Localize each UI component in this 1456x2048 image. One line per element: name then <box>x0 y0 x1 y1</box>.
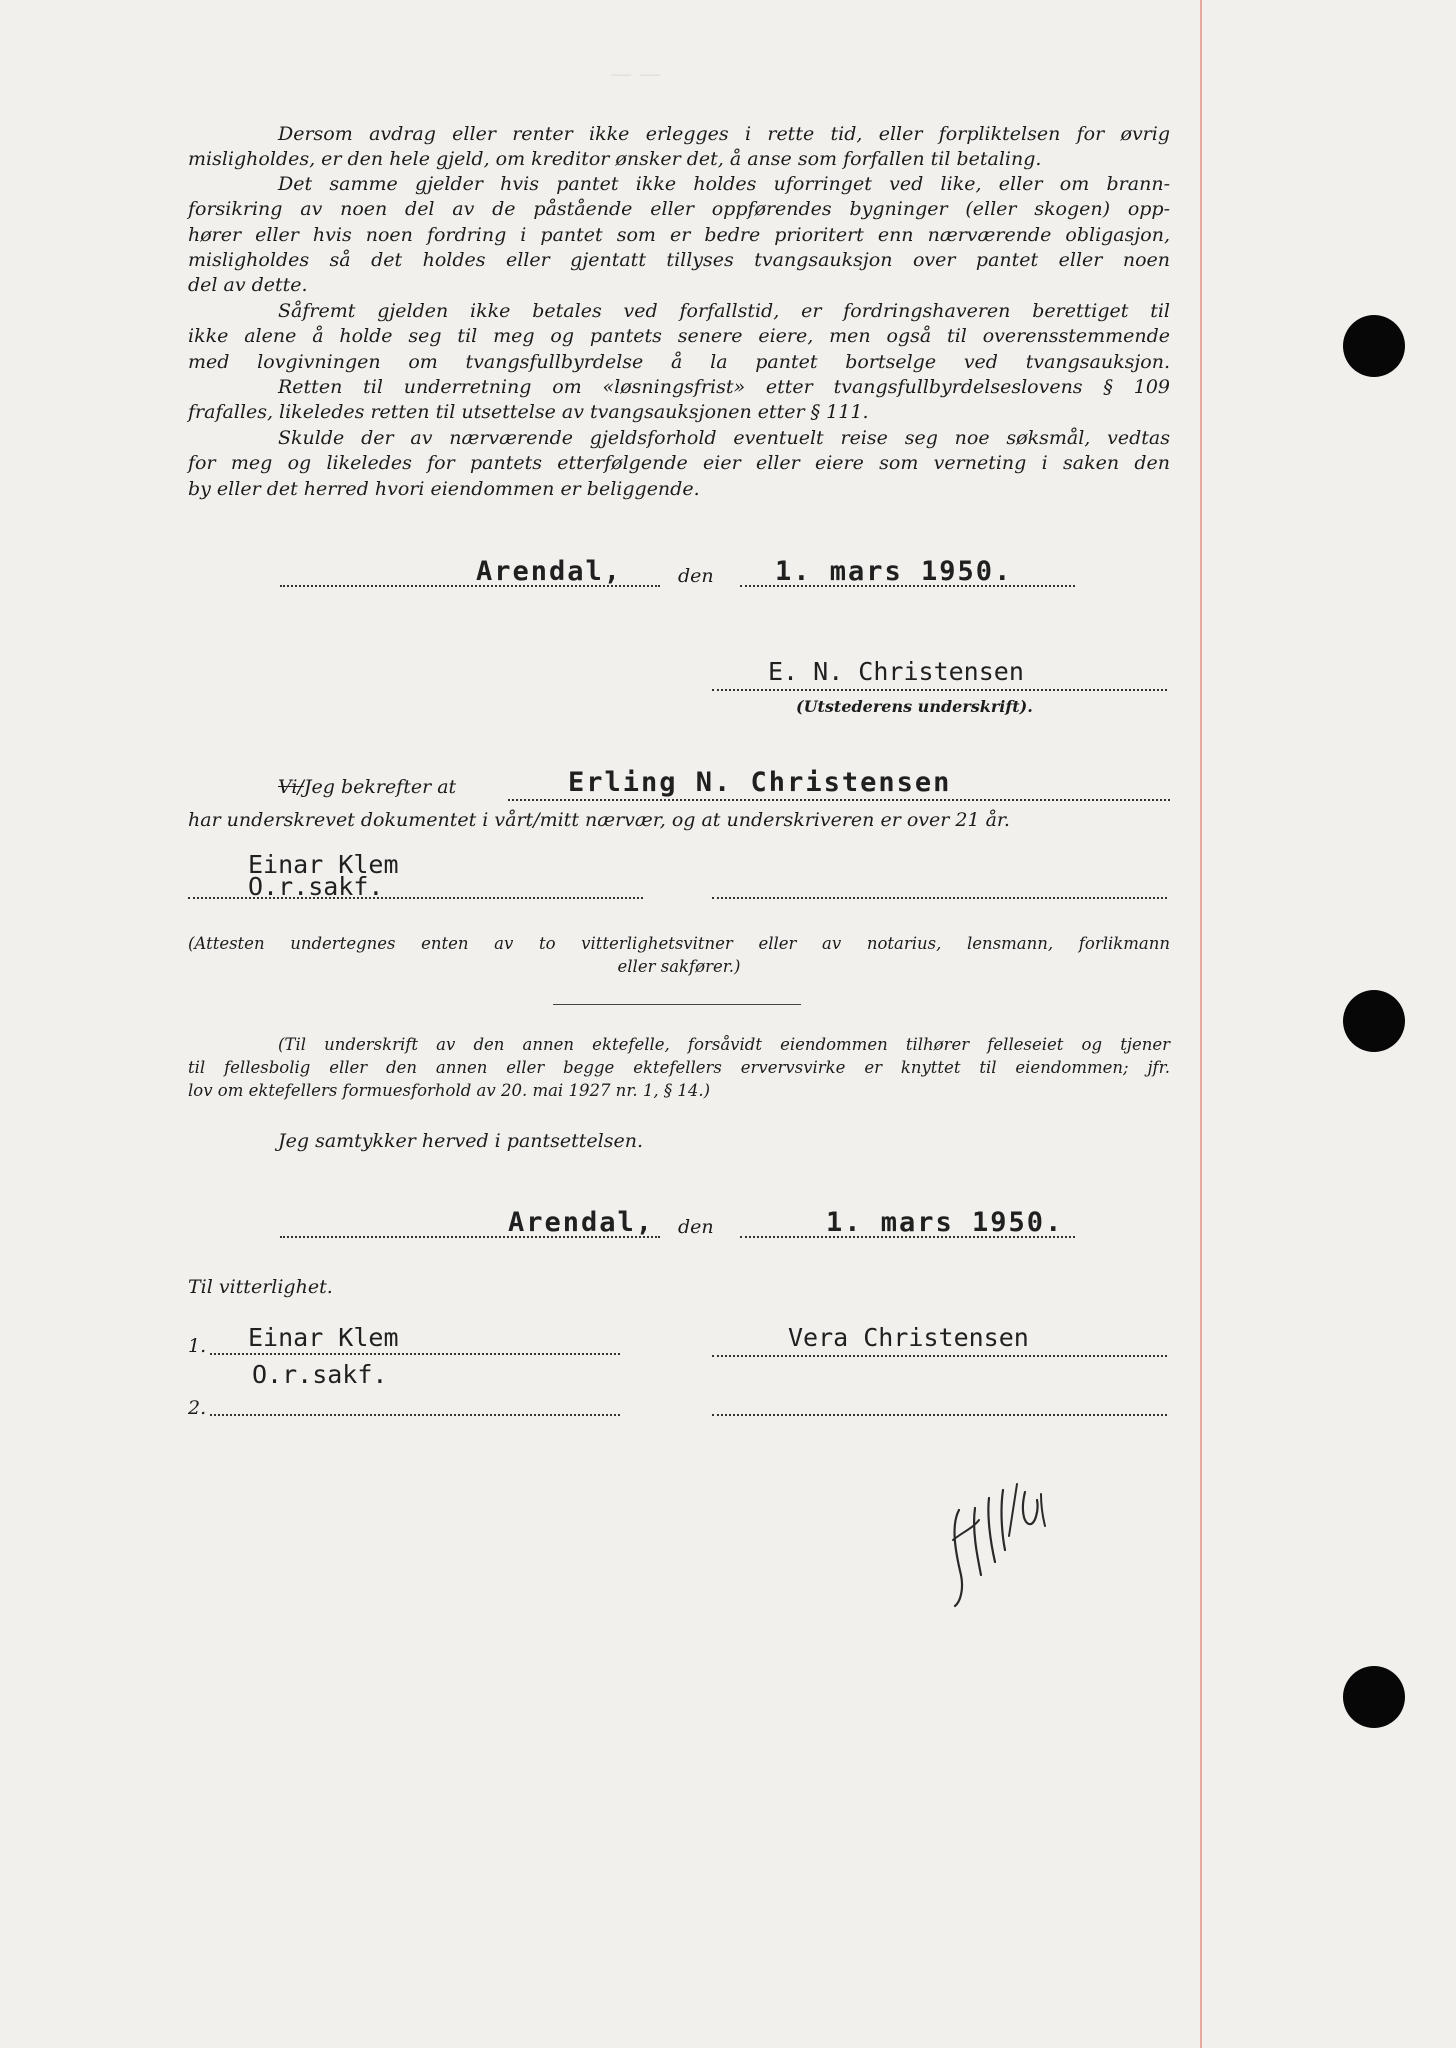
paragraph-venue-clause <box>188 426 1170 502</box>
attest-instructions <box>188 932 1170 978</box>
paragraph-maintenance-clause <box>188 172 1170 298</box>
section-divider <box>553 1004 801 1005</box>
note-line: (Til underskrift av den annen ektefelle, forsåvidt eiendommen tilhører felleseiet og tjener <box>278 1035 1170 1054</box>
spouse-consent-instructions <box>188 1033 1170 1102</box>
spouse-signature: Vera Christensen <box>788 1323 1029 1352</box>
text-line: misligholdes, er den hele gjeld, om kreditor ønsker det, å anse som forfallen til betaling. <box>188 148 1042 171</box>
signing-place-2: Arendal, <box>508 1207 655 1238</box>
paragraph-notice-waiver <box>188 375 1170 426</box>
witnesses-heading: Til vitterlighet. <box>188 1276 333 1298</box>
handwritten-initials <box>945 1480 1055 1610</box>
punch-hole-top <box>1343 315 1405 377</box>
text-line: Det samme gjelder hvis pantet ikke holdes uforringet ved like, eller om brann- <box>278 173 1170 195</box>
paragraph-default-clause <box>188 122 1170 173</box>
text-line: Dersom avdrag eller renter ikke erlegges i rette tid, eller forpliktelsen for øvrig <box>278 123 1170 145</box>
struck-text: Vi/ <box>278 776 304 798</box>
show-through-mark: — — <box>610 62 661 87</box>
consent-statement: Jeg samtykker herved i pantsettelsen. <box>278 1130 643 1152</box>
text-line: frafalles, likeledes retten til utsettelse av tvangsauksjonen etter § 111. <box>188 401 869 424</box>
signing-date: 1. mars 1950. <box>775 556 1013 587</box>
signing-date-2: 1. mars 1950. <box>826 1207 1064 1238</box>
note-line: lov om ektefellers formuesforhold av 20. mai 1927 nr. 1, § 14.) <box>188 1081 711 1100</box>
witness-title: O.r.sakf. <box>248 872 384 901</box>
text-line: forsikring av noen del av de påstående eller oppførendes bygninger (eller skogen) opp- <box>188 198 1170 221</box>
text-line: Skulde der av nærværende gjeldsforhold eventuelt reise seg noe søksmål, vedtas <box>278 427 1170 449</box>
red-margin-line <box>1200 0 1202 2048</box>
confirmation-prefix-text: Jeg bekrefter at <box>303 776 457 798</box>
witness-2-line <box>210 1414 620 1416</box>
note-line: eller sakfører.) <box>617 957 741 976</box>
den-label: den <box>678 565 714 587</box>
witness-2-signature-line <box>712 1414 1167 1416</box>
issuer-signature-line <box>712 689 1167 691</box>
text-line: for meg og likeledes for pantets etterfølgende eier eller eiere som verneting i saken den <box>188 452 1170 475</box>
text-line: har underskrevet dokumentet i vårt/mitt nærvær, og at underskriveren er over 21 år. <box>188 809 1010 831</box>
note-line: (Attesten undertegnes enten av to vitterlighetsvitner eller av notarius, lensmann, forlikmann <box>188 934 1170 953</box>
text-line: ikke alene å holde seg til meg og pantets senere eiere, men også til overensstemmende <box>188 325 1170 348</box>
text-line: Såfremt gjelden ikke betales ved forfallstid, er fordringshaveren berettiget til <box>278 300 1170 322</box>
issuer-signature: E. N. Christensen <box>768 657 1024 686</box>
punch-hole-bottom <box>1343 1666 1405 1728</box>
punch-hole-middle <box>1343 990 1405 1052</box>
witness-name: Einar Klem <box>248 850 399 879</box>
text-line: Retten til underretning om «løsningsfrist» etter tvangsfullbyrdelseslovens § 109 <box>278 376 1170 398</box>
paragraph-forced-sale-clause <box>188 299 1170 375</box>
issuer-caption: (Utstederens underskrift). <box>796 697 1033 716</box>
witness-1-name: Einar Klem <box>248 1323 399 1352</box>
witness-1-title: O.r.sakf. <box>252 1360 388 1389</box>
confirmed-signatory-name: Erling N. Christensen <box>568 767 952 798</box>
witness-number-2: 2. <box>188 1397 207 1419</box>
text-line: del av dette. <box>188 274 308 297</box>
spouse-signature-line <box>712 1355 1167 1357</box>
text-line: hører eller hvis noen fordring i pantet som er bedre prioritert enn nærværende obligasjon, <box>188 223 1170 246</box>
confirmation-name-line <box>508 799 1170 801</box>
text-line: by eller det herred hvori eiendommen er beliggende. <box>188 477 700 500</box>
witness-1-line <box>210 1353 620 1355</box>
witness-signature-line-left <box>188 897 643 899</box>
den-label-2: den <box>678 1216 714 1238</box>
text-line: misligholdes så det holdes eller gjentatt tillyses tvangsauksjon over pantet eller noen <box>188 248 1170 271</box>
witness-number-1: 1. <box>188 1335 207 1357</box>
witness-signature-line-right <box>712 897 1167 899</box>
confirmation-prefix <box>278 776 456 798</box>
confirmation-line-2 <box>188 808 1170 833</box>
note-line: til fellesbolig eller den annen eller begge ektefellers ervervsvirke er knyttet til eiendommen; jfr. <box>188 1058 1170 1077</box>
text-line: med lovgivningen om tvangsfullbyrdelse å la pantet bortselge ved tvangsauksjon. <box>188 350 1170 373</box>
signing-place: Arendal, <box>476 556 623 587</box>
